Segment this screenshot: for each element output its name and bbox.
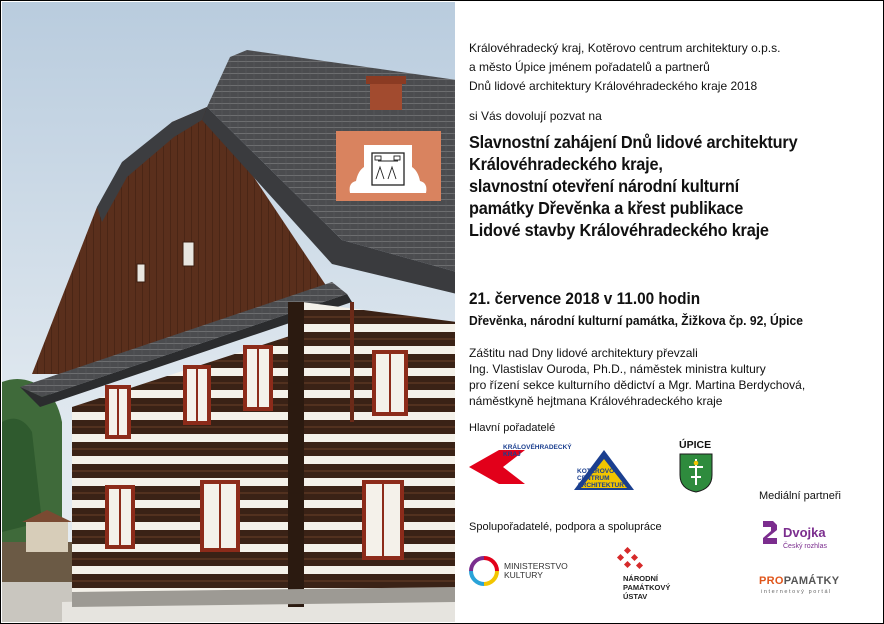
propamatky-subtitle: internetový portál <box>761 589 832 595</box>
koterovo-logo-text <box>577 469 628 489</box>
co-organizers-label: Spolupořadatelé, podpora a spolupráce <box>469 521 662 533</box>
dvojka-cesky-rozhlas-logo <box>761 519 851 557</box>
headline-line-5: Lidové stavby Královéhradeckého kraje <box>469 220 769 240</box>
media-partners-label: Mediální partneři <box>759 490 841 502</box>
npu-logo-text <box>623 574 670 601</box>
headline-line-2: Královéhradeckého kraje, <box>469 154 663 174</box>
ministerstvo-kultury-logo <box>468 555 578 589</box>
ministerstvo-ring-icon <box>468 555 500 587</box>
upice-shield-icon <box>679 453 713 493</box>
dlak-emblem-badge <box>336 131 441 201</box>
house-photo <box>2 2 455 622</box>
koterovo-text-3: ARCHITEKTURY <box>577 481 629 489</box>
intro-line-2: a město Úpice jménem pořadatelů a partnerů <box>469 60 710 74</box>
npu-text-2: PAMÁTKOVÝ <box>623 583 671 592</box>
npu-text-3: ÚSTAV <box>623 592 648 601</box>
koterovo-text-1: KOTĚROVO <box>577 468 615 475</box>
propamatky-logo <box>759 575 859 599</box>
headline-line-1: Slavnostní zahájení Dnů lidové architektury <box>469 132 798 152</box>
intro-line-1: Královéhradecký kraj, Kotěrovo centrum architektury o.p.s. <box>469 41 781 55</box>
intro-line-4: si Vás dovolují pozvat na <box>469 109 602 123</box>
propamatky-pro: PRO <box>759 575 784 587</box>
upice-logo-text: ÚPICE <box>679 439 712 451</box>
kraj-logo-text: KRÁLOVÉHRADECKÝ KRAJ <box>503 444 572 458</box>
event-venue: Dřevěnka, národní kulturní památka, Žižkova čp. 92, Úpice <box>469 313 803 328</box>
intro-line-3: Dnů lidové architektury Královéhradeckého kraje 2018 <box>469 79 758 93</box>
koterovo-text-2: CENTRUM <box>577 474 610 482</box>
main-organizers-label: Hlavní pořadatelé <box>469 422 556 434</box>
propamatky-wordmark <box>759 575 839 587</box>
patronage-line-3: pro řízení sekce kulturního dědictví a Mgr. Martina Berdychová, <box>469 378 806 392</box>
patronage-line-1: Záštitu nad Dny lidové architektury převzali <box>469 346 698 360</box>
npu-text-1: NÁRODNÍ <box>623 574 658 583</box>
headline-line-4: památky Dřevěnka a křest publikace <box>469 198 744 218</box>
headline-line-3: slavnostní otevření národní kulturní <box>469 176 740 196</box>
kralovehradecky-kraj-logo <box>467 442 571 492</box>
upice-logo <box>675 437 717 497</box>
propamatky-main: PAMÁTKY <box>783 575 840 587</box>
dvojka-subtitle: Český rozhlas <box>783 543 827 550</box>
ministerstvo-text-1: MINISTERSTVO <box>504 561 568 571</box>
narodni-pamatkovy-ustav-logo <box>611 547 681 609</box>
dvojka-name: Dvojka <box>783 525 826 540</box>
dvojka-symbol-icon <box>761 519 779 547</box>
event-date: 21. července 2018 v 11.00 hodin <box>469 290 701 308</box>
npu-pattern-icon <box>615 547 645 573</box>
koterovo-centrum-logo <box>573 449 635 491</box>
ministerstvo-text-2: KULTURY <box>504 570 543 580</box>
patronage-line-4: náměstkyně hejtmana Královéhradeckého kraje <box>469 394 723 408</box>
patronage-line-2: Ing. Vlastislav Ouroda, Ph.D., náměstek ministra kultury <box>469 362 766 376</box>
ministerstvo-logo-text <box>504 562 568 580</box>
